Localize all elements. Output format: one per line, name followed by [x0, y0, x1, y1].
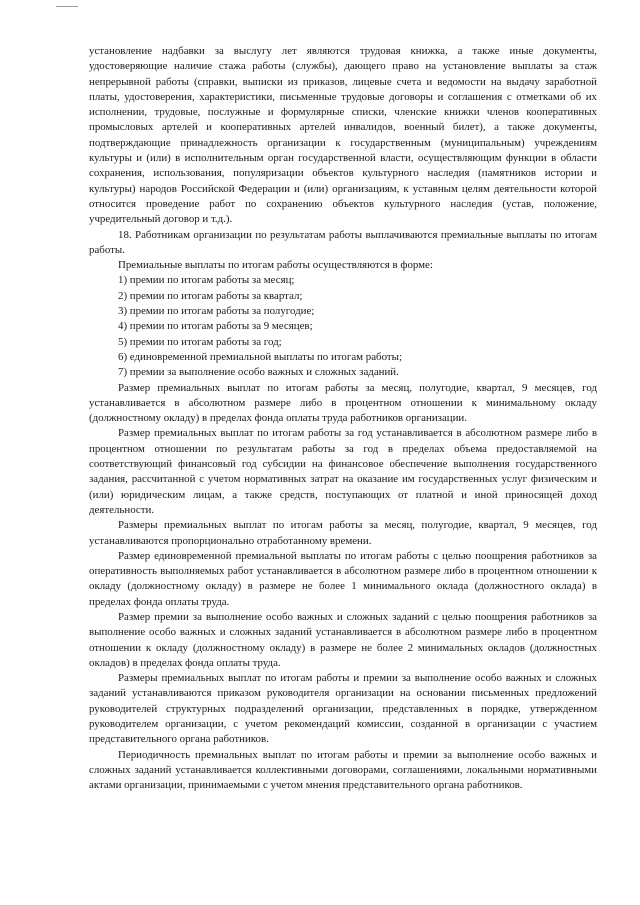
paragraph-bonus-size-periodic: Размер премиальных выплат по итогам работы за месяц, полугодие, квартал, 9 месяцев, год устанавливается в абсолютном размере либо в процентном отношении к минимальному окладу (должностному окладу) в пределах фонда оплаты труда работников организации.: [89, 381, 597, 425]
scan-corner-mark: [56, 6, 78, 7]
paragraph-bonus-periodicity: Периодичность премиальных выплат по итогам работы и премии за выполнение особо важных и сложных заданий устанавливается коллективными договорами, соглашениями, локальными нормативными актами организации, принимаемыми с учетом мнения представительного органа работников.: [89, 748, 597, 792]
list-item: 5) премии по итогам работы за год;: [118, 335, 282, 348]
list-item: 3) премии по итогам работы за полугодие;: [118, 305, 315, 318]
list-item: 1) премии по итогам работы за месяц;: [118, 274, 295, 287]
paragraph-important-tasks-bonus: Размер премии за выполнение особо важных и сложных заданий с целью поощрения работников за выполнение особо важных и сложных заданий устанавливается в абсолютном размере либо в процентном отношении к окладу (должностному окладу) в размере не более 2 минимальных окладов (должностных окладов) в пределах фонда оплаты труда.: [89, 610, 597, 669]
paragraph-proportional-time: Размеры премиальных выплат по итогам работы за месяц, полугодие, квартал, 9 месяцев, год устанавливаются пропорционально отработанному времени.: [89, 519, 597, 547]
document-page: [89, 44, 597, 794]
list-item: 2) премии по итогам работы за квартал;: [118, 289, 303, 302]
paragraph-bonus-size-annual: Размер премиальных выплат по итогам работы за год устанавливается в абсолютном размере либо в процентном отношении по результатам работы за год в пределах объема предоставляемой на соответствующий финансовый год субсидии на финансовое обеспечение выполнения государственного задания, рассчитанной с учетом нормативных затрат на оказание им государственных услуг физическим и (или) юридическим лицам, а также средств, поступающих от платной и иной приносящей доход деятельности.: [89, 427, 597, 516]
list-item: 6) единовременной премиальной выплаты по итогам работы;: [118, 350, 403, 363]
list-item: 7) премии за выполнение особо важных и сложных заданий.: [118, 366, 399, 379]
list-item: 4) премии по итогам работы за 9 месяцев;: [118, 320, 313, 333]
paragraph-continuation: установление надбавки за выслугу лет являются трудовая книжка, а также иные документы, удостоверяющие наличие стажа работы (службы), дающего право на установление выплаты за стаж непрерывной работы (справки, выписки из приказов, лицевые счета и ведомости на выдачу заработной платы, удостоверения, характеристики, письменные трудовые договоры и соглашения с отметками об их исполнении, трудовые, послужные и формулярные списки, членские книжки членов кооперативных промысловых артелей и кооперативных артелей инвалидов, военный билет), а также документы, подтверждающие принадлежность организации к государственным (муниципальным) учреждениям культуры и (или) в исполнительным орган государственной власти, осуществляющим функции в области сохранения, использования, популяризации объектов культурного наследия (памятников истории и культуры) народов Российской Федерации и (или) организациям, к уставным целям деятельности которой относится проведение работ по сохранению объектов культурного наследия (устав, положение, учредительный договор и т.д.).: [89, 45, 597, 226]
paragraph-item-18: 18. Работникам организации по результатам работы выплачиваются премиальные выплаты по итогам работы.: [89, 228, 597, 256]
paragraph-one-time-bonus: Размер единовременной премиальной выплаты по итогам работы с целью поощрения работников за оперативность выполняемых работ устанавливается в абсолютном размере либо в процентном отношении к окладу (должностному окладу) в размере не более 1 минимального оклада (должностного оклада) в пределах фонда оплаты труда.: [89, 549, 597, 608]
paragraph-bonus-forms-intro: Премиальные выплаты по итогам работы осуществляются в форме:: [118, 259, 433, 272]
bonus-forms-list: [89, 273, 597, 380]
paragraph-bonus-order: Размеры премиальных выплат по итогам работы и премии за выполнение особо важных и сложных заданий устанавливаются приказом руководителя организации на основании письменных предложений руководителей структурных подразделений организации, представленных в порядке, утвержденном руководителем организации, с учетом рекомендаций комиссии, созданной в организации с участием представительного органа работников.: [89, 672, 597, 746]
